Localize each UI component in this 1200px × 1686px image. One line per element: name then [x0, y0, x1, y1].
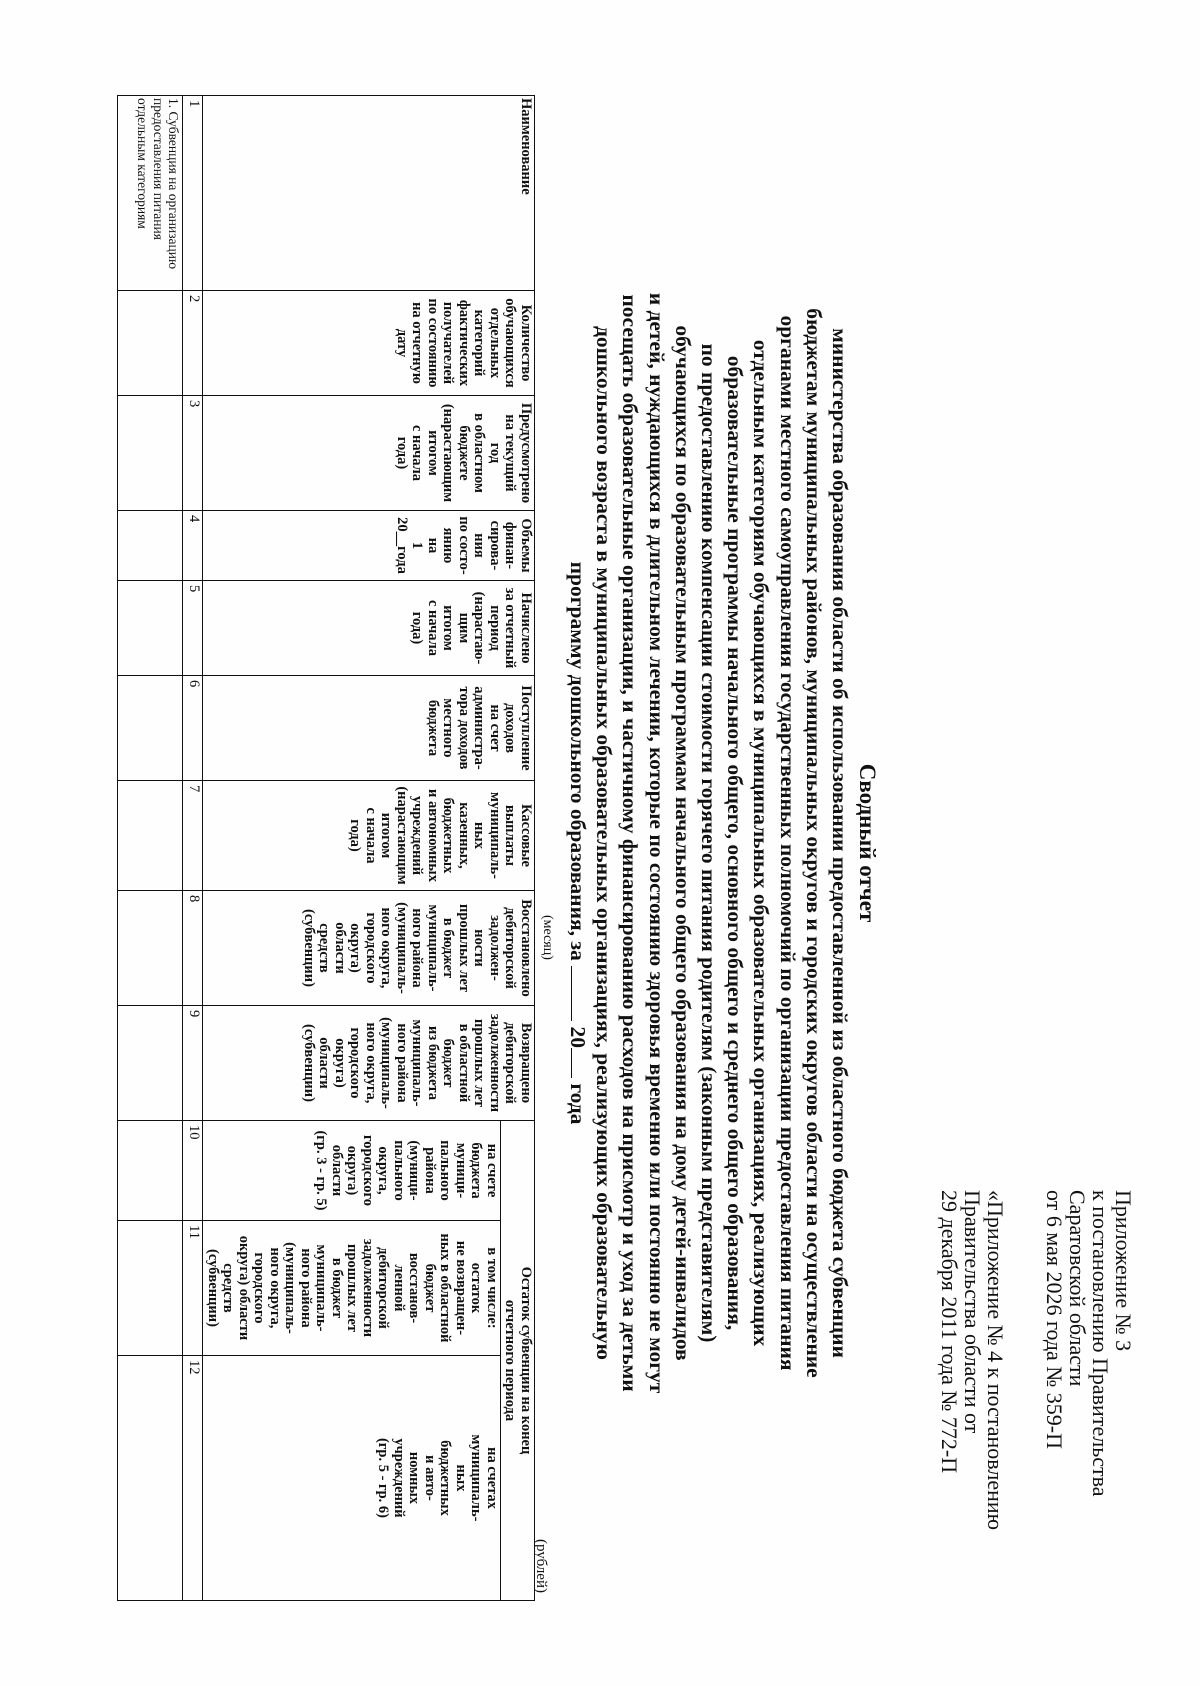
header-line: бюджет: [440, 1038, 457, 1088]
table-row: [118, 96, 183, 1601]
header-line: округа): [332, 1038, 348, 1088]
header-line: (нарастающим: [394, 786, 410, 885]
header-line: финан-: [502, 521, 519, 570]
header-line: ного района: [409, 908, 426, 988]
header-line: на отчетную: [409, 302, 426, 384]
month-blank: [571, 966, 590, 1021]
header-line: ного района: [298, 1248, 314, 1328]
header-c9-text: [301, 1008, 534, 1118]
header-line: бюджете: [456, 425, 472, 481]
approval-line: от 6 мая 2026 года № 359-П: [1042, 1190, 1067, 1449]
header-line: (муниципаль-: [378, 1017, 395, 1109]
header-line: задолженности: [360, 1238, 376, 1338]
header-line: (гр. 5 - гр. 6): [375, 1437, 392, 1519]
header-c5-text: [409, 583, 533, 673]
header-line: категорий: [471, 309, 488, 377]
approval-line: 29 декабря 2011 года № 772-П: [937, 1190, 962, 1474]
header-c10: [203, 1121, 501, 1221]
report-title: Сводный отчет: [855, 763, 880, 923]
header-line: получателей: [440, 301, 457, 385]
data-cell: [118, 1356, 183, 1601]
header-line: Поступление: [518, 685, 534, 771]
header-line: дату: [394, 328, 410, 358]
approval-line: Правительства области от: [960, 1190, 985, 1434]
header-line: в бюджет: [440, 917, 457, 979]
header-c10-text: [313, 1123, 499, 1218]
header-line: фактических: [456, 299, 472, 387]
report-table: [118, 95, 536, 1601]
header-line: округа): [347, 923, 364, 973]
header-line: итогом: [378, 812, 395, 859]
header-line: (субвенции): [301, 1024, 317, 1102]
report-line: и детей, нуждающихся в длительном лечении, которые по состоянию здоровья временно или постоянно не могут: [644, 292, 669, 1394]
header-line: ленной: [391, 1264, 407, 1312]
header-c3-text: [394, 398, 534, 508]
header-line: округа,: [375, 1146, 392, 1195]
header-c12: [203, 1356, 501, 1601]
data-cell: [118, 1006, 183, 1121]
header-line: из бюджета: [425, 1026, 441, 1100]
header-line: обучающихся: [502, 298, 519, 388]
header-line: ности: [471, 929, 488, 967]
data-cell: [118, 291, 183, 396]
header-line: на текущий: [502, 414, 519, 492]
header-line: период: [487, 605, 503, 651]
header-line: бюджета: [425, 699, 441, 757]
header-line: на счет: [487, 704, 503, 752]
header-line: ных: [471, 822, 488, 849]
header-line: учреждений: [391, 1438, 407, 1518]
header-line: по состоянию: [425, 298, 441, 388]
data-cell: [118, 676, 183, 781]
header-line: (муниципаль-: [282, 1242, 299, 1334]
report-line: образовательные программы начального общего, основного общего и среднего общего образования,: [723, 355, 748, 1331]
header-line: остаток: [468, 1262, 485, 1314]
header-line: за отчетный: [502, 587, 519, 669]
column-number: 3: [183, 396, 203, 511]
header-line: средств: [316, 923, 333, 973]
header-line: в том числе:: [484, 1247, 500, 1329]
header-line: на: [425, 537, 441, 554]
header-line: года): [394, 436, 410, 470]
header-line: ного округа,: [267, 1247, 283, 1329]
data-cell: [118, 891, 183, 1006]
header-c6: [203, 676, 535, 781]
unit-caption: (рублей): [533, 1538, 549, 1593]
report-period-line: [565, 95, 591, 1591]
header-line: 1: [409, 541, 426, 550]
header-name: Наименование: [203, 96, 535, 291]
header-line: не возвращен-: [453, 1240, 469, 1336]
data-cell: [118, 781, 183, 891]
header-line: муниципаль-: [313, 1244, 330, 1332]
year-word: года: [565, 1083, 590, 1125]
header-line: (нарастающим: [440, 403, 457, 503]
report-line: по предоставлению компенсации стоимости горячего питания родителям (законным представителям): [696, 343, 721, 1343]
data-cell: [118, 1121, 183, 1221]
row-name-cell: 1. Субвенция на организацию предоставления питания отдельным категориям: [118, 96, 183, 291]
header-line: округа) области: [236, 1235, 252, 1341]
header-line: района: [422, 1147, 438, 1194]
report-line: органами местного самоуправления государственных полномочий по организации предоставления питания: [775, 315, 800, 1371]
header-line: сирова-: [487, 520, 503, 571]
header-line: отдельных: [487, 307, 503, 379]
header-line: прошлых лет: [344, 1244, 361, 1332]
header-line: год: [487, 442, 503, 464]
report-description: [565, 95, 853, 1591]
header-line: Возвращено: [518, 1022, 534, 1104]
column-number: 5: [183, 581, 203, 676]
header-line: (нарастаю-: [471, 591, 488, 665]
header-line: (муниципаль-: [394, 902, 410, 994]
approval-line: «Приложение № 4 к постановлению: [983, 1190, 1008, 1531]
report-line: дошкольного возраста в муниципальных образовательных организациях, реализующих образовательную: [592, 326, 617, 1360]
column-number: 9: [183, 1006, 203, 1121]
document-sheet: [71, 35, 1175, 1651]
report-line: обучающихся по образовательным программам начального общего образования на дому детей-инвалидов: [670, 325, 695, 1361]
header-line: муниципаль-: [409, 1019, 426, 1107]
header-c9: [203, 1006, 535, 1121]
header-line: с начала: [409, 424, 426, 482]
column-number: 11: [183, 1221, 203, 1356]
column-number: 7: [183, 781, 203, 891]
header-line: бюджетных: [437, 1440, 454, 1516]
header-line: Начислено: [518, 592, 534, 664]
header-line: учреждений: [409, 795, 426, 876]
header-line: номных: [406, 1451, 423, 1505]
header-line: итогом: [440, 605, 457, 651]
approval-line: Саратовской области: [1065, 1190, 1090, 1387]
header-line: дебиторской: [375, 1247, 392, 1329]
header-c6-text: [425, 678, 534, 778]
approval-line: Приложение № 3: [1111, 1190, 1136, 1352]
period-text: программу дошкольного образования, за: [565, 561, 590, 961]
column-number: 1: [183, 96, 203, 291]
header-line: ния: [471, 533, 488, 558]
header-line: в областном: [471, 413, 488, 493]
header-line: пального: [437, 1140, 454, 1201]
header-line: Восстановлено: [518, 899, 534, 997]
header-line: янию: [440, 527, 457, 564]
header-c11-text: [205, 1223, 500, 1353]
report-line: бюджетам муниципальных районов, муниципальных округов и городских округов области на осуществление: [801, 308, 826, 1378]
header-row-1: [501, 96, 535, 1601]
header-line: в областной: [456, 1023, 472, 1103]
header-line: Кассовые: [518, 804, 534, 867]
header-line: на счетах: [484, 1447, 500, 1509]
header-line: отчетного периода: [502, 1299, 519, 1422]
column-number-row: [183, 96, 203, 1601]
data-cell: [118, 581, 183, 676]
data-cell: [118, 1221, 183, 1356]
header-c12-text: [375, 1358, 499, 1598]
header-line: ных: [453, 1464, 469, 1492]
header-line: итогом: [425, 430, 441, 476]
header-line: дебиторской: [502, 1022, 519, 1104]
header-line: средств: [220, 1263, 237, 1313]
header-line: Предусмотрено: [518, 402, 534, 504]
header-line: области: [332, 922, 348, 974]
header-line: муниципаль-: [425, 904, 441, 992]
column-number: 10: [183, 1121, 203, 1221]
header-line: на счете: [484, 1143, 500, 1198]
header-line: городского: [251, 1252, 268, 1324]
report-line: министерства образования области об использовании предоставленной из областного бюджета субвенции: [828, 328, 852, 1358]
column-number: 2: [183, 291, 203, 396]
header-group-text: [502, 1123, 533, 1598]
approval-block-new: [1043, 1190, 1135, 1496]
header-line: пального: [391, 1140, 407, 1201]
year-blank: [571, 1048, 590, 1078]
header-c11: [203, 1221, 501, 1356]
header-line: задолжен-: [487, 915, 503, 981]
header-c8-text: [301, 893, 534, 1003]
header-line: казенных,: [456, 802, 472, 869]
header-c3: [203, 396, 535, 511]
column-number: 12: [183, 1356, 203, 1601]
approval-block-old: [938, 1190, 1007, 1530]
data-cell: [118, 511, 183, 581]
header-line: с начала: [425, 599, 441, 657]
header-line: ного района: [394, 1023, 410, 1103]
header-line: местного: [440, 698, 457, 758]
header-c7: [203, 781, 535, 891]
month-caption: (месяц): [540, 915, 555, 960]
header-line: прошлых лет: [471, 1019, 488, 1107]
header-line: муниципаль-: [468, 1434, 485, 1522]
header-c8: [203, 891, 535, 1006]
report-line: отдельным категориям обучающихся в муниципальных образовательных организациях, реализующих: [749, 339, 774, 1347]
header-line: доходов: [502, 703, 519, 753]
header-line: ного округа,: [363, 1022, 379, 1104]
header-line: округа): [344, 1145, 361, 1196]
header-group-remainder: [501, 1121, 535, 1601]
header-line: восстанов-: [406, 1252, 423, 1324]
header-line: (гр. 3 - гр. 5): [313, 1130, 330, 1211]
header-c5: [203, 581, 535, 676]
year-prefix: 20: [565, 1026, 590, 1048]
header-line: щим: [456, 612, 472, 644]
header-line: ного округа,: [378, 907, 395, 989]
header-line: года): [409, 611, 426, 645]
header-line: муниципаль-: [487, 792, 503, 879]
header-line: области: [316, 1037, 333, 1089]
header-line: бюджет: [422, 1263, 438, 1313]
column-number: 6: [183, 676, 203, 781]
header-line: городского: [360, 1134, 376, 1207]
header-line: Остаток субвенции на конец: [518, 1266, 534, 1455]
header-line: (субвенции): [301, 909, 317, 987]
header-line: бюджета: [468, 1142, 485, 1199]
header-line: (субвенции): [205, 1249, 221, 1327]
header-line: задолженности: [487, 1013, 503, 1113]
header-line: года): [347, 819, 364, 852]
header-line: и автономных: [425, 788, 441, 882]
column-number: 8: [183, 891, 203, 1006]
header-line: тора доходов: [456, 686, 472, 770]
header-line: в бюджет: [329, 1257, 345, 1319]
header-line: Количество: [518, 304, 534, 382]
header-line: дебиторской: [502, 907, 519, 989]
header-line: муници-: [453, 1142, 469, 1199]
header-line: и авто-: [422, 1455, 438, 1501]
header-c2: [203, 291, 535, 396]
header-c2-text: [394, 293, 534, 393]
header-line: 20__года: [394, 517, 410, 574]
header-line: городского: [363, 912, 379, 984]
approval-line: к постановлению Правительства: [1088, 1190, 1113, 1497]
header-line: администра-: [471, 686, 488, 770]
report-line: посещать образовательные организации, и частичному финансированию расходов на присмотр и уход за детьми: [618, 294, 643, 1392]
header-line: городского: [347, 1027, 364, 1099]
header-line: с начала: [363, 807, 379, 864]
header-line: прошлых лет: [456, 904, 472, 992]
header-line: выплаты: [502, 805, 519, 866]
header-c4-text: [394, 513, 534, 578]
column-number: 4: [183, 511, 203, 581]
header-line: по состо-: [456, 516, 472, 575]
data-cell: [118, 396, 183, 511]
header-line: Объемы: [518, 518, 534, 573]
header-line: (муници-: [406, 1140, 423, 1201]
header-c7-text: [347, 783, 533, 888]
header-line: бюджетных: [440, 797, 457, 874]
header-line: области: [329, 1144, 345, 1197]
header-line: ных в областной: [437, 1233, 454, 1343]
header-c4: [203, 511, 535, 581]
